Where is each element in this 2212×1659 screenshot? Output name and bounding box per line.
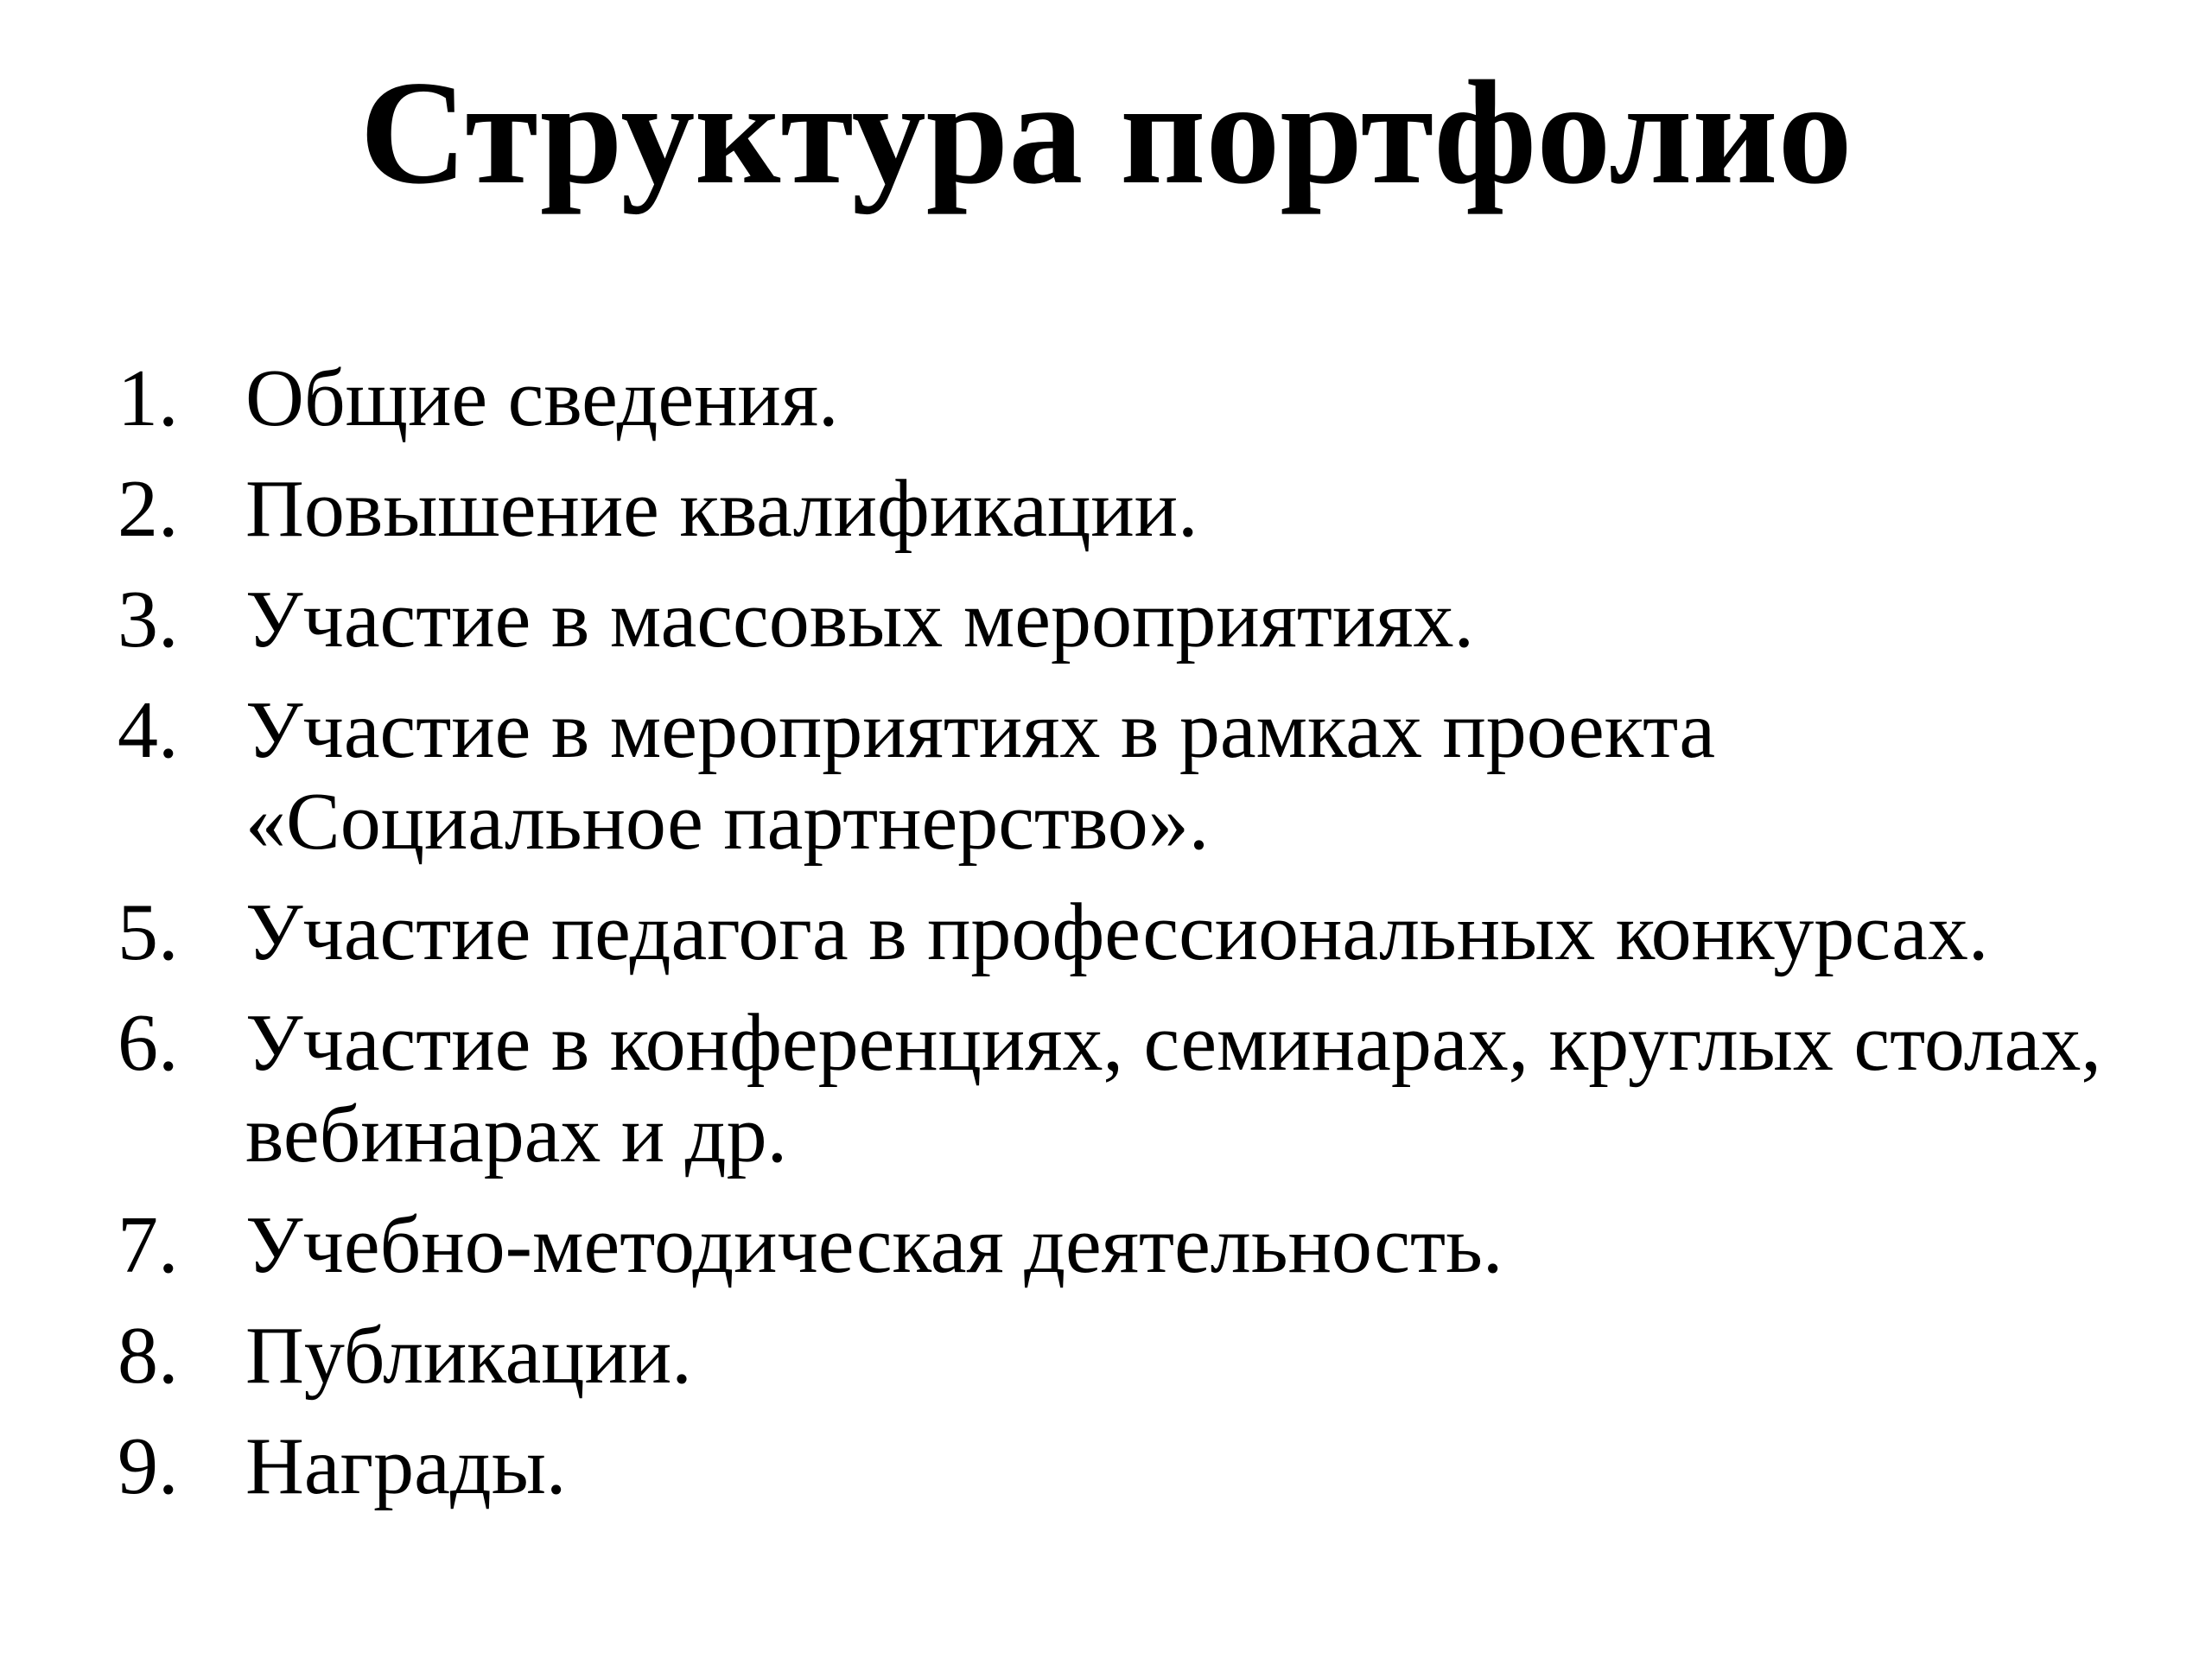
list-item-number: 7. (118, 1200, 179, 1290)
list-item-text: Участие в массовых мероприятиях. (245, 575, 1474, 664)
list-item (118, 887, 2191, 978)
list-item-text: Учебно-методическая деятельность. (245, 1200, 1503, 1290)
list-item (118, 574, 2191, 665)
list-item-text-line: Участие в мероприятиях в рамках проекта (245, 685, 1716, 775)
list-item-text-line: «Социальное партнерство». (245, 777, 1210, 867)
list-item-number: 8. (118, 1311, 179, 1401)
list-item (118, 463, 2191, 555)
list-item-number: 3. (118, 575, 179, 664)
list-item (118, 1310, 2191, 1402)
list-item (118, 1421, 2191, 1512)
list-item-text (245, 997, 2191, 1180)
list-item-number: 5. (118, 887, 179, 977)
list-item-text: Общие сведения. (245, 353, 839, 443)
list-item-number: 2. (118, 464, 179, 554)
slide-title: Структура портфолио (359, 51, 1853, 215)
list-item-text: Повышение квалификации. (245, 464, 1198, 554)
list-item (118, 1199, 2191, 1291)
list-item (118, 684, 2191, 868)
list-item (118, 997, 2191, 1180)
portfolio-structure-list (118, 353, 2191, 1531)
list-item-number: 6. (118, 998, 179, 1088)
list-item (118, 353, 2191, 444)
list-item-number: 1. (118, 353, 179, 443)
list-item-text-line: Участие в конференциях, семинарах, круглых столах, (245, 998, 2101, 1088)
list-item-text: Публикации. (245, 1311, 692, 1401)
list-item-text: Участие педагога в профессиональных конкурсах. (245, 887, 1989, 977)
list-item-number: 9. (118, 1421, 179, 1511)
list-item-text (245, 684, 2191, 868)
list-item-text-line: вебинарах и др. (245, 1090, 788, 1179)
list-item-text: Награды. (245, 1421, 567, 1511)
list-item-number: 4. (118, 685, 179, 775)
